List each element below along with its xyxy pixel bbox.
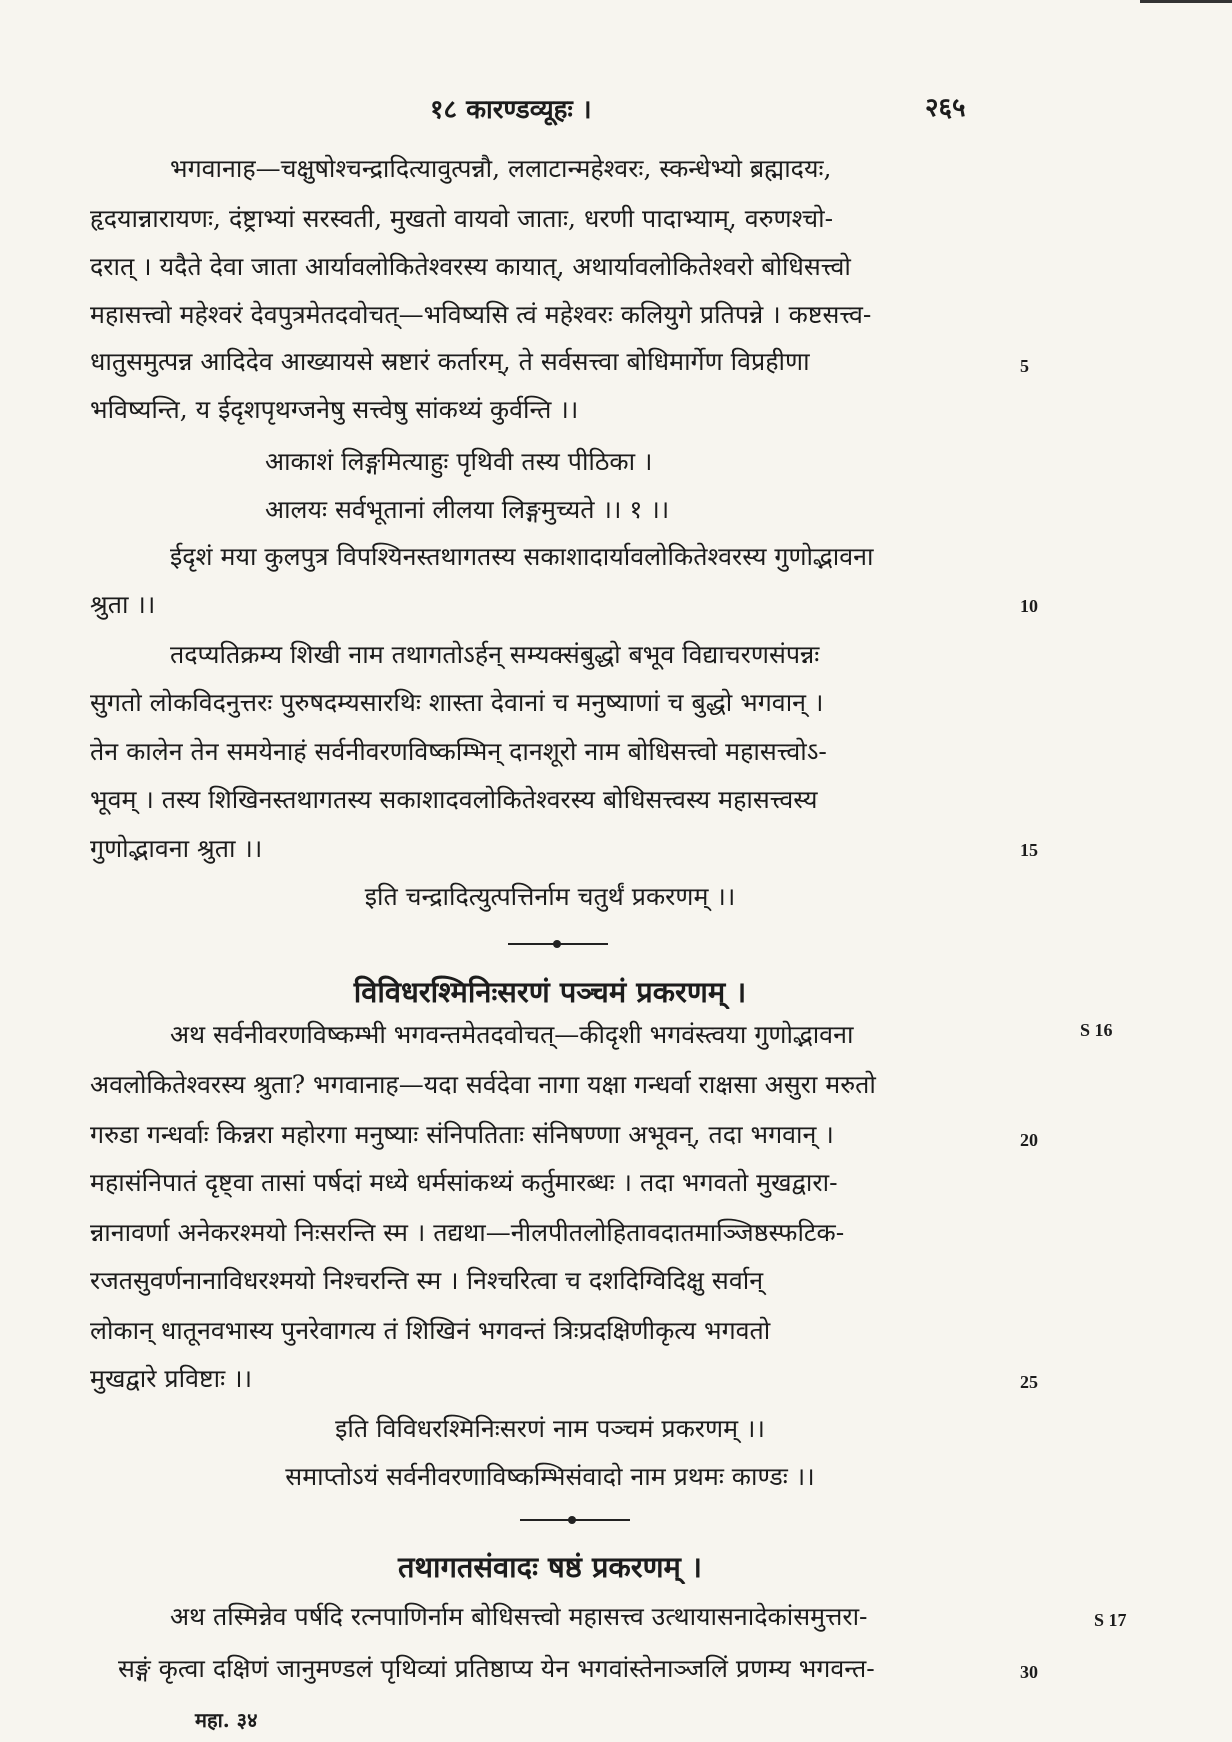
book-colophon: समाप्तोऽयं सर्वनीवरणाविष्कम्भिसंवादो नाम प्रथमः काण्डः ।। [285, 1462, 815, 1491]
section-marker: S 16 [1080, 1020, 1113, 1040]
text-line: अथ तस्मिन्नेव पर्षदि रत्नपाणिर्नाम बोधिसत्त्वो महासत्त्व उत्थायासनादेकांसमुत्तरा- [170, 1602, 868, 1631]
text-line: भूवम् । तस्य शिखिनस्तथागतस्य सकाशादवलोकितेश्वरस्य बोधिसत्त्वस्य महासत्त्वस्य [90, 785, 818, 814]
text-line: ईदृशं मया कुलपुत्र विपश्यिनस्तथागतस्य सकाशादार्यावलोकितेश्वरस्य गुणोद्भावना [170, 542, 874, 571]
signature-mark: महा. ३४ [195, 1708, 258, 1732]
text-line: अथ सर्वनीवरणविष्कम्भी भगवन्तमेतदवोचत्—कीदृशी भगवंस्त्वया गुणोद्भावना [170, 1020, 854, 1049]
text-line: हृदयान्नारायणः, दंष्ट्राभ्यां सरस्वती, मुखतो वायवो जाताः, धरणी पादाभ्याम्, वरुणश्चो- [90, 204, 834, 233]
line-number: 20 [1020, 1130, 1038, 1150]
verse-line: आलयः सर्वभूतानां लीलया लिङ्गमुच्यते ।। १ ।। [265, 495, 670, 524]
text-line: महासत्त्वो महेश्वरं देवपुत्रमेतदवोचत्—भविष्यसि त्वं महेश्वरः कलियुगे प्रतिपन्ने । कष्टसत्त्व- [90, 300, 872, 329]
line-number: 30 [1020, 1662, 1038, 1682]
text-line: न्नानावर्णा अनेकरश्मयो निःसरन्ति स्म । तद्यथा—नीलपीतलोहितावदातमाञ्जिष्ठस्फटिक- [90, 1218, 845, 1247]
text-line: दरात् । यदैते देवा जाता आर्यावलोकितेश्वरस्य कायात्, अथार्यावलोकितेश्वरो बोधिसत्त्वो [90, 252, 851, 281]
section-divider-ornament [553, 940, 561, 948]
verse-line: आकाशं लिङ्गमित्याहुः पृथिवी तस्य पीठिका । [265, 447, 653, 476]
section-heading: तथागतसंवादः षष्ठं प्रकरणम् । [398, 1550, 702, 1584]
section-divider-ornament [568, 1516, 576, 1524]
text-line: धातुसमुत्पन्न आदिदेव आख्यायसे स्रष्टारं कर्तारम्, ते सर्वसत्त्वा बोधिमार्गेण विप्रहीणा [90, 347, 810, 376]
section-colophon: इति चन्द्रादित्युत्पत्तिर्नाम चतुर्थं प्रकरणम् ।। [364, 882, 736, 911]
text-line: लोकान् धातूनवभास्य पुनरेवागत्य तं शिखिनं भगवन्तं त्रिःप्रदक्षिणीकृत्य भगवतो [90, 1316, 771, 1345]
text-line: श्रुता ।। [90, 590, 156, 619]
section-colophon: इति विविधरश्मिनिःसरणं नाम पञ्चमं प्रकरणम् ।। [335, 1414, 765, 1443]
text-line: तदप्यतिक्रम्य शिखी नाम तथागतोऽर्हन् सम्यक्संबुद्धो बभूव विद्याचरणसंपन्नः [170, 640, 820, 669]
section-marker: S 17 [1094, 1610, 1127, 1630]
page-header-title: १८ कारण्डव्यूहः । [430, 95, 592, 125]
text-line: गुणोद्भावना श्रुता ।। [90, 834, 263, 863]
line-number: 10 [1020, 596, 1038, 616]
text-line: रजतसुवर्णनानाविधरश्मयो निश्चरन्ति स्म । निश्चरित्वा च दशदिग्विदिक्षु सर्वान् [90, 1266, 764, 1295]
scan-edge-mark [1140, 0, 1232, 3]
text-line: तेन कालेन तेन समयेनाहं सर्वनीवरणविष्कम्भिन् दानशूरो नाम बोधिसत्त्वो महासत्त्वोऽ- [90, 737, 827, 766]
section-heading: विविधरश्मिनिःसरणं पञ्चमं प्रकरणम् । [353, 975, 747, 1009]
text-line: गरुडा गन्धर्वाः किन्नरा महोरगा मनुष्याः संनिपतिताः संनिषण्णा अभूवन्, तदा भगवान् । [90, 1120, 834, 1149]
text-line: मुखद्वारे प्रविष्टाः ।। [90, 1364, 253, 1393]
text-line: अवलोकितेश्वरस्य श्रुता? भगवानाह—यदा सर्वदेवा नागा यक्षा गन्धर्वा राक्षसा असुरा मरुतो [90, 1070, 876, 1099]
line-number: 15 [1020, 840, 1038, 860]
text-line: महासंनिपातं दृष्ट्वा तासां पर्षदां मध्ये धर्मसांकथ्यं कर्तुमारब्धः । तदा भगवतो मुखद्वारा- [90, 1168, 838, 1197]
text-line: भगवानाह—चक्षुषोश्चन्द्रादित्यावुत्पन्नौ, ललाटान्महेश्वरः, स्कन्धेभ्यो ब्रह्मादयः, [170, 154, 832, 183]
text-line: सङ्गं कृत्वा दक्षिणं जानुमण्डलं पृथिव्यां प्रतिष्ठाप्य येन भगवांस्तेनाञ्जलिं प्रणम्य भगवन्त- [118, 1654, 875, 1683]
line-number: 25 [1020, 1372, 1038, 1392]
line-number: 5 [1020, 356, 1029, 376]
text-line: सुगतो लोकविदनुत्तरः पुरुषदम्यसारथिः शास्ता देवानां च मनुष्याणां च बुद्धो भगवान् । [90, 688, 824, 717]
page-number: २६५ [925, 93, 966, 123]
text-line: भविष्यन्ति, य ईदृशपृथग्जनेषु सत्त्वेषु सांकथ्यं कुर्वन्ति ।। [90, 395, 579, 424]
